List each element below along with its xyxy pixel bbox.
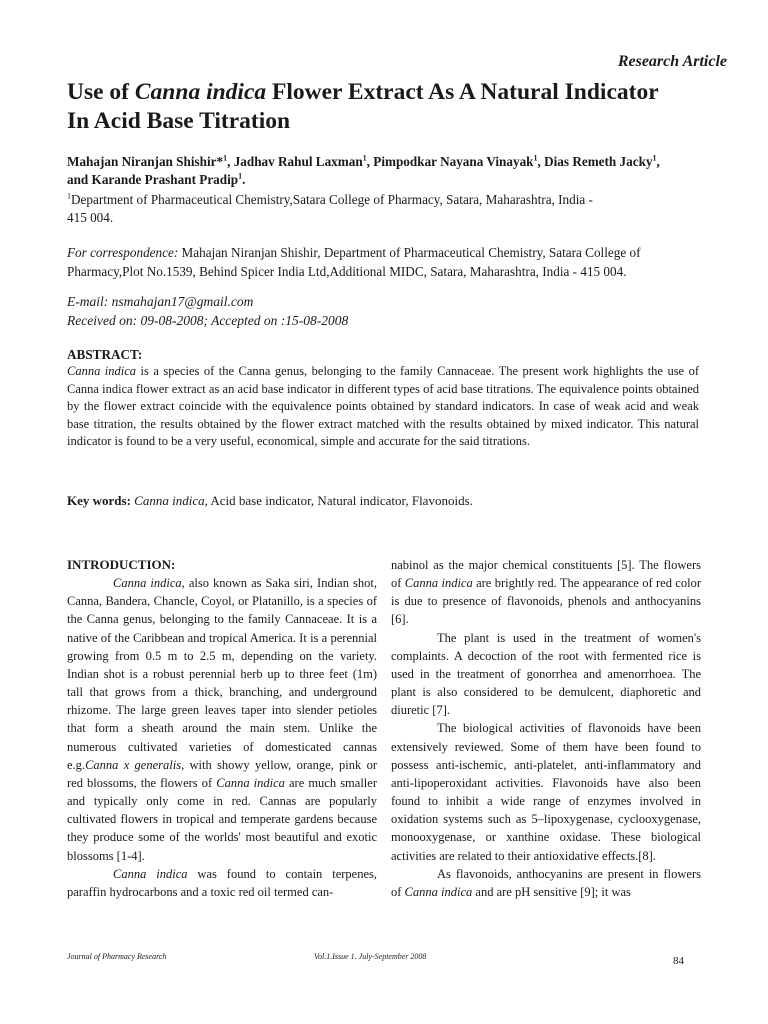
author-4: , Dias Remeth Jacky [537, 154, 653, 169]
correspondence-label: For correspondence: [67, 245, 179, 260]
author-4-affil: 1 [652, 153, 657, 163]
footer-journal: Journal of Pharmacy Research [67, 952, 167, 961]
page-number: 84 [673, 955, 684, 967]
title-species: Canna indica [134, 79, 267, 105]
intro-p1-text1: also known as Saka siri, Indian shot, Canna, Bandera, Chancle, Coyol, or Platanillo, is a species of the Canna genus, belonging to the family Cannaceae. It is a native of the Caribbean and tropical America. It is a perennial growing from 0.5 m to 2.5 m, depending on the variety. Indian shot is a robust perennial herb up to three feet (1m) tall that grows from a thick, branching, and underground rhizome. The large green leaves taper into slender petioles that form a sheath around the main stem. Unlike the numerous cultivated varieties of domesticated cannas e.g. [67, 576, 377, 772]
abstract-text [67, 363, 699, 451]
intro-p1-species3: Canna indica [216, 775, 285, 790]
intro-p2-species: Canna indica [113, 866, 188, 881]
correspondence-line2: Pharmacy,Plot No.1539, Behind Spicer India Ltd,Additional MIDC, Satara, Maharashtra, India - 415 004. [67, 263, 627, 279]
abstract-body: is a species of the Canna genus, belonging to the family Cannaceae. The present work highlights the use of Canna indica flower extract as an acid base indicator in different types of acid base titrations. The equivalence points obtained by the flower extract coincide with the equivalence points obtained by standard indicators. In case of weak acid and weak base titration, the results obtained by the flower extract matched with the results obtained by mixed indicator. This natural indicator is found to be a very useful, economical, simple and accurate for the said titrations. [67, 364, 699, 449]
author-5-affil: 1 [238, 171, 243, 181]
intro-r4-species: Canna indica [404, 884, 473, 899]
title-line1-rest: Flower Extract As A Natural Indicator [266, 79, 659, 105]
author-5-end: . [242, 172, 246, 187]
correspondence-line1: Mahajan Niranjan Shishir, Department of Pharmaceutical Chemistry, Satara College of [178, 245, 641, 260]
intro-paragraph-3 [391, 556, 701, 629]
intro-r1-text2: are brightly red. The appearance of red color is due to presence of flavonoids, phenols and anthocyanins [6]. [391, 576, 701, 627]
email: E-mail: nsmahajan17@gmail.com [67, 294, 254, 309]
intro-p1-text3: are much smaller and typically only come in red. Cannas are popularly cultivated flowers in tropical and temperate gardens because they produce some of the worlds' most beautiful and exotic blossoms [1-4]. [67, 775, 377, 863]
paper-title [67, 78, 747, 136]
author-list [67, 153, 707, 189]
author-3-affil: 1 [533, 153, 538, 163]
affiliation-marker: 1 [67, 191, 71, 201]
affiliation [67, 191, 667, 227]
keywords-list: Acid base indicator, Natural indicator, Flavonoids. [207, 493, 473, 508]
author-1-affil: 1 [223, 153, 228, 163]
intro-r1-species: Canna indica [404, 576, 473, 591]
intro-p1-species2: Canna x generalis [85, 757, 182, 772]
article-type-label: Research Article [617, 53, 727, 70]
title-prefix: Use of [67, 79, 135, 105]
intro-paragraph-4: The plant is used in the treatment of women's complaints. A decoction of the root with fermented rice is used in the treatment of gonorrhea and amenorrhoea. The plant is also considered to be demulcent, diaphoretic and diuretic [7]. [391, 630, 701, 718]
abstract-heading: ABSTRACT: [67, 347, 143, 362]
keywords [67, 492, 717, 510]
intro-paragraph-2 [67, 865, 377, 901]
footer-volume: Vol.1.Issue 1. July-September 2008 [314, 952, 427, 961]
author-3: , Pimpodkar Nayana Vinayak [366, 154, 534, 169]
received-dates: Received on: 09-08-2008; Accepted on :15-08-2008 [67, 312, 349, 328]
author-2-affil: 1 [362, 153, 367, 163]
author-5: and Karande Prashant Pradip [67, 172, 239, 187]
title-line2: In Acid Base Titration [67, 108, 291, 134]
intro-paragraph-5: The biological activities of flavonoids have been extensively reviewed. Some of them have been found to possess anti-ischemic, anti-platelet, anti-inflammatory and anti-lipoperoxidant activities. Flavonoids have also been found to inhibit a wide range of enzymes involved in oxidation systems such as 5–lipoxygenase, cyclooxygenase, monooxygenase, or xanthine oxidase. These biological activities are related to their antioxidative effects.[8]. [391, 721, 701, 863]
keywords-species: Canna indica, [130, 493, 208, 508]
affiliation-line2: 415 004. [67, 210, 114, 225]
intro-r4-text1: As flavonoids, anthocyanins are present in flowers of [391, 866, 701, 899]
author-2: , Jadhav Rahul Laxman [227, 154, 363, 169]
author-1: Mahajan Niranjan Shishir* [67, 154, 224, 169]
left-column [67, 556, 377, 901]
intro-paragraph-6 [391, 865, 701, 901]
intro-p1-text2: , with showy yellow, orange, pink or red blossoms, the flowers of [67, 757, 377, 790]
author-4-sep: , [656, 154, 660, 169]
intro-r1-text1: nabinol as the major chemical constituents [5]. The flowers of [391, 558, 701, 591]
intro-p1-species: Canna indica, [113, 576, 185, 591]
intro-p2-text: was found to contain terpenes, paraffin hydrocarbons and a toxic red oil termed can- [67, 866, 377, 899]
abstract-species: Canna indica [67, 364, 137, 378]
introduction-heading: INTRODUCTION: [67, 557, 176, 572]
affiliation-line1: Department of Pharmaceutical Chemistry,Satara College of Pharmacy, Satara, Maharashtra, India - [71, 192, 593, 207]
keywords-label: Key words: [67, 493, 131, 508]
right-column [391, 556, 701, 901]
intro-r4-text2: and are pH sensitive [9]; it was [472, 884, 631, 899]
correspondence [67, 244, 717, 281]
intro-paragraph-1 [67, 574, 377, 865]
contact-dates [67, 293, 717, 330]
